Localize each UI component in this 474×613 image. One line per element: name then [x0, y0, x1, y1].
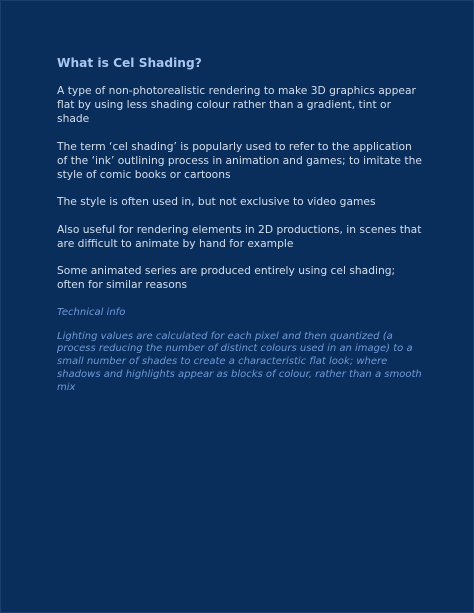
paragraph-2d-productions: Also useful for rendering elements in 2D productions, in scenes that are difficult to animate by hand for example — [57, 222, 422, 250]
paragraph-term-usage: The term ‘cel shading’ is popularly used to refer to the application of the ‘ink’ outlining process in animation and games; to imitate the style of comic books or cartoons — [57, 139, 422, 181]
paragraph-video-games: The style is often used in, but not exclusive to video games — [57, 195, 376, 208]
paragraph-animated-series: Some animated series are produced entirely using cel shading; often for similar reasons — [57, 264, 396, 291]
page-title: What is Cel Shading? — [57, 56, 202, 70]
technical-info-text: Lighting values are calculated for each pixel and then quantized (a process reducing the number of distinct colours used in an image) to a small number of shades to create a characteristic flat look; where shadows and highlights appear as blocks of colour, rather than a smooth mix — [57, 330, 422, 393]
technical-info-label: Technical info — [57, 306, 126, 318]
paragraph-definition: A type of non-photorealistic rendering to make 3D graphics appear flat by using less shading colour rather than a gradient, tint or shade — [57, 84, 416, 125]
document-content — [57, 56, 422, 394]
